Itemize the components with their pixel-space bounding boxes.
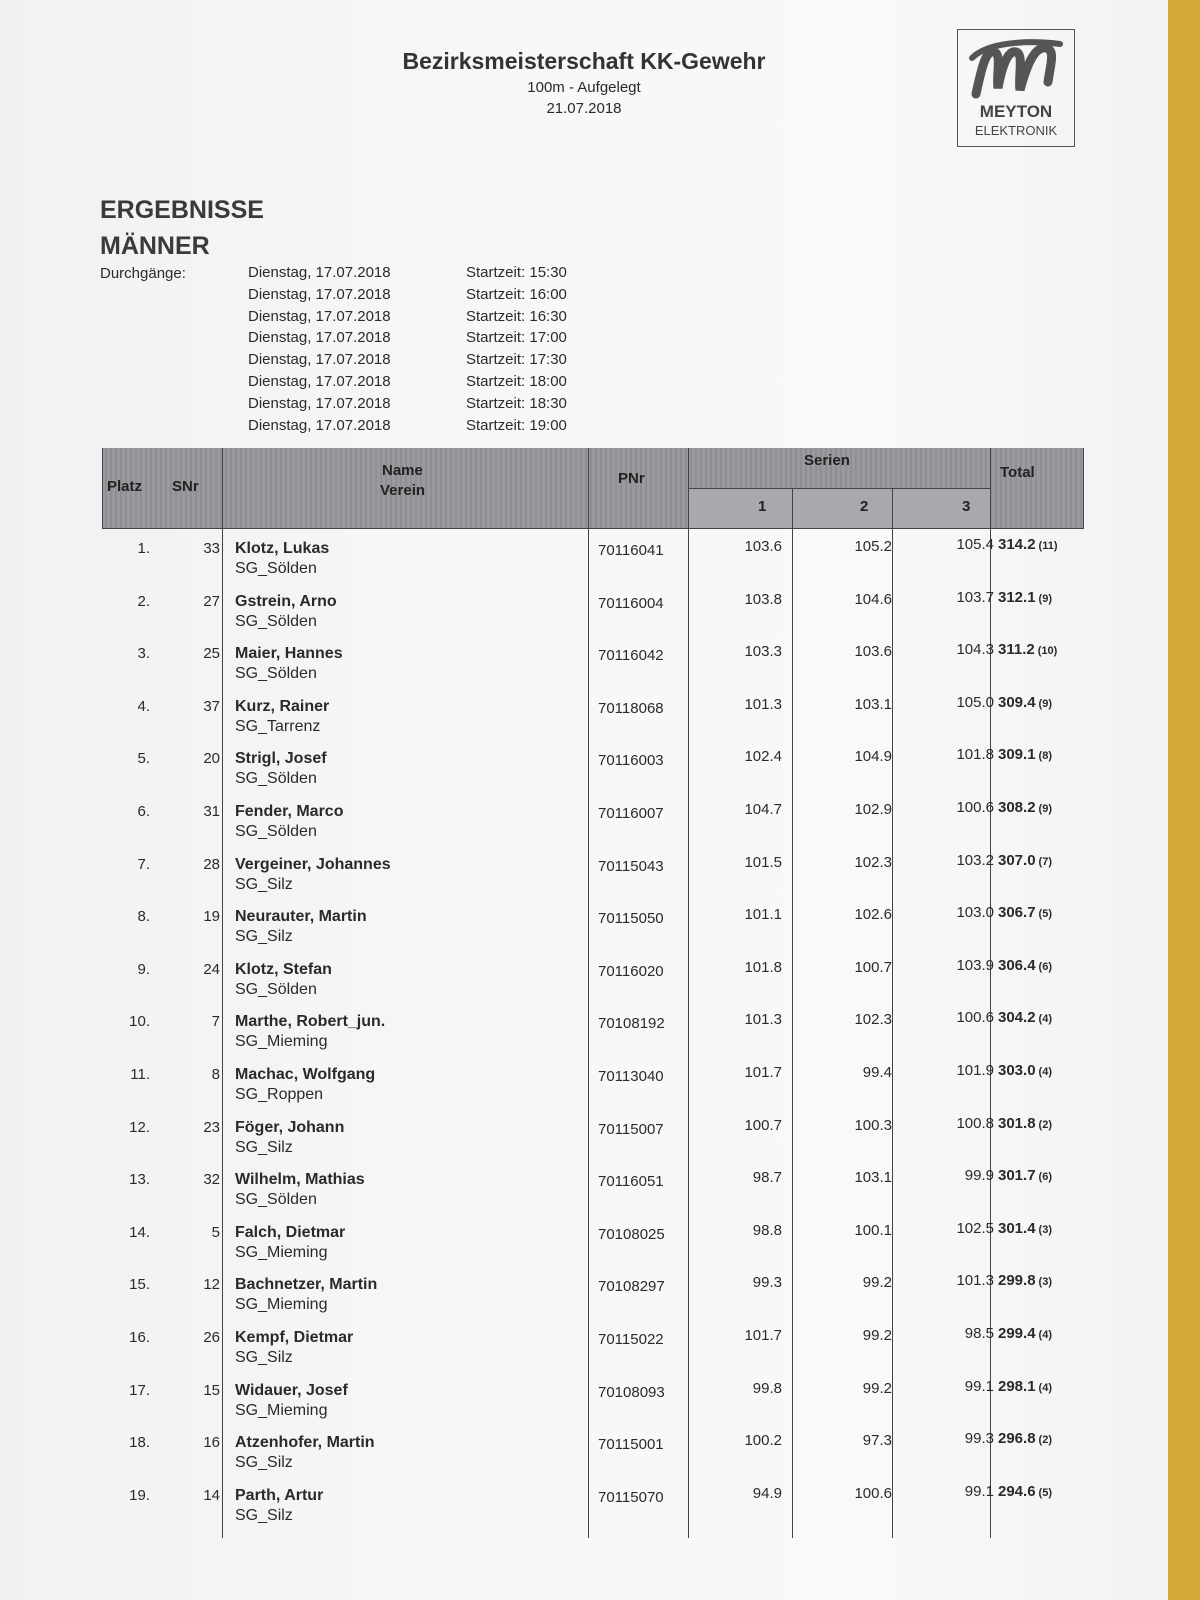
serie-2-score: 99.2	[862, 1327, 892, 1344]
total-score	[998, 536, 1078, 553]
total-score	[998, 589, 1078, 606]
serie-3-score: 99.3	[964, 1430, 994, 1448]
serie-2-score: 102.6	[854, 906, 892, 924]
table-header	[102, 448, 1084, 528]
serie-2-score: 103.1	[854, 695, 892, 713]
results-table	[102, 448, 1084, 1538]
serie-2-score: 104.9	[854, 748, 892, 766]
pnr-cell: 70108093	[598, 1383, 665, 1401]
serie-1-score: 103.3	[744, 643, 782, 661]
serie-3-score: 101.8	[956, 746, 994, 764]
table-row	[102, 688, 1084, 740]
pnr-cell: 70115043	[598, 857, 664, 875]
inner-ten-count: (4)	[1038, 1013, 1052, 1026]
platz-cell: 19.	[129, 1486, 150, 1504]
serie-2-score: 100.1	[854, 1221, 892, 1239]
inner-ten-count: (9)	[1038, 697, 1052, 710]
inner-ten-count: (2)	[1038, 1434, 1052, 1447]
platz-cell: 16.	[129, 1329, 150, 1346]
shooter-name: Klotz, Lukas	[235, 540, 330, 557]
total-value: 301.8	[998, 1114, 1036, 1132]
total-value: 314.2	[998, 536, 1036, 553]
col-pnr: PNr	[618, 470, 645, 487]
serien-divider	[688, 488, 990, 489]
inner-ten-count: (8)	[1038, 750, 1052, 763]
platz-cell: 9.	[137, 960, 150, 978]
shooter-name: Bachnetzer, Martin	[235, 1276, 378, 1294]
total-value: 309.1	[998, 746, 1036, 764]
inner-ten-count: (5)	[1038, 908, 1052, 921]
platz-cell: 17.	[129, 1381, 150, 1399]
snr-cell: 16	[203, 1434, 220, 1452]
durchgang-date: Dienstag, 17.07.2018	[248, 264, 391, 281]
serie-1-score: 99.3	[752, 1274, 782, 1292]
snr-cell: 5	[211, 1223, 220, 1241]
serie-1-score: 103.8	[744, 590, 782, 608]
total-value: 296.8	[998, 1430, 1036, 1448]
club-name: SG_Roppen	[235, 1086, 324, 1103]
inner-ten-count: (6)	[1038, 960, 1052, 973]
club-name: SG_Silz	[235, 928, 293, 946]
pnr-cell: 70116004	[598, 594, 664, 612]
club-name: SG_Sölden	[235, 612, 317, 630]
serie-2-score: 102.3	[854, 1011, 892, 1029]
snr-cell: 19	[203, 908, 220, 926]
shooter-name: Wilhelm, Mathias	[235, 1171, 365, 1189]
snr-cell: 15	[203, 1381, 220, 1399]
table-row	[102, 1477, 1084, 1529]
pnr-cell: 70115007	[598, 1120, 664, 1138]
serie-3-score: 103.2	[956, 851, 994, 869]
discipline-subtitle: 100m - Aufgelegt	[527, 79, 641, 96]
col-snr: SNr	[172, 478, 199, 495]
club-name: SG_Sölden	[235, 770, 317, 788]
logo-brand: MEYTON	[979, 102, 1053, 121]
club-name: SG_Mieming	[235, 1033, 328, 1051]
inner-ten-count: (7)	[1038, 855, 1052, 868]
serie-2-score: 103.1	[854, 1169, 892, 1187]
total-value: 301.7	[998, 1167, 1036, 1185]
snr-cell: 12	[203, 1276, 220, 1294]
serie-3-score: 101.3	[956, 1272, 994, 1290]
durchgang-time: Startzeit: 18:30	[466, 394, 567, 412]
pnr-cell: 70116020	[598, 962, 664, 980]
serie-3-score: 100.8	[956, 1114, 994, 1132]
serie-1-score: 101.1	[744, 906, 782, 924]
total-score	[998, 1483, 1078, 1500]
durchgang-time: Startzeit: 16:30	[466, 307, 567, 325]
meyton-logo	[957, 29, 1075, 147]
serie-1-score: 98.7	[752, 1169, 782, 1187]
serie-1-score: 102.4	[744, 748, 782, 766]
snr-cell: 31	[203, 803, 220, 820]
shooter-name: Parth, Artur	[235, 1486, 324, 1504]
platz-cell: 6.	[137, 803, 150, 820]
total-value: 298.1	[998, 1377, 1036, 1395]
club-name: SG_Mieming	[235, 1243, 328, 1261]
total-score	[998, 1009, 1078, 1026]
serie-3-score: 103.0	[956, 904, 994, 922]
platz-cell: 8.	[137, 908, 150, 926]
serie-3-score: 99.9	[964, 1167, 994, 1185]
serie-1-score: 101.5	[744, 853, 782, 871]
club-name: SG_Silz	[235, 1138, 293, 1156]
serie-1-score: 98.8	[752, 1221, 782, 1239]
pnr-cell: 70115070	[598, 1488, 664, 1506]
serie-2-score: 103.6	[854, 643, 892, 661]
inner-ten-count: (6)	[1038, 1171, 1052, 1184]
durchgang-time: Startzeit: 17:30	[466, 351, 567, 369]
total-score	[998, 904, 1078, 921]
serie-2-score: 99.4	[862, 1064, 892, 1081]
pnr-cell: 70113040	[598, 1068, 664, 1085]
club-name: SG_Tarrenz	[235, 717, 321, 735]
total-score	[998, 1167, 1078, 1184]
total-score	[998, 1430, 1078, 1447]
serie-1-score: 103.6	[744, 538, 782, 555]
total-value: 304.2	[998, 1009, 1036, 1027]
total-value: 307.0	[998, 851, 1036, 869]
shooter-name: Vergeiner, Johannes	[235, 855, 391, 873]
serie-2-score: 104.6	[854, 590, 892, 608]
col-serien: Serien	[804, 452, 850, 469]
serie-3-score: 98.5	[964, 1325, 994, 1342]
snr-cell: 20	[203, 750, 220, 768]
col-platz: Platz	[107, 478, 143, 495]
club-name: SG_Silz	[235, 1349, 293, 1366]
pnr-cell: 70116007	[598, 805, 664, 822]
snr-cell: 7	[211, 1013, 220, 1031]
durchgang-date: Dienstag, 17.07.2018	[248, 351, 391, 369]
platz-cell: 14.	[129, 1223, 150, 1241]
pnr-cell: 70118068	[598, 699, 664, 717]
total-value: 299.4	[998, 1325, 1036, 1342]
serie-3-score: 99.1	[964, 1377, 994, 1395]
pnr-cell: 70115050	[598, 910, 664, 928]
inner-ten-count: (11)	[1038, 540, 1058, 552]
table-row	[102, 530, 1084, 582]
meyton-m-icon	[968, 36, 1064, 102]
total-value: 306.7	[998, 904, 1036, 922]
platz-cell: 18.	[129, 1434, 150, 1452]
durchgang-date: Dienstag, 17.07.2018	[248, 416, 391, 434]
total-value: 309.4	[998, 693, 1036, 711]
serie-3-score: 103.7	[956, 588, 994, 606]
total-score	[998, 1115, 1078, 1132]
col-total: Total	[1000, 464, 1035, 481]
total-score	[998, 694, 1078, 711]
total-score	[998, 852, 1078, 869]
serie-2-score: 99.2	[862, 1379, 892, 1397]
col-name: Name	[382, 462, 423, 479]
table-row	[102, 1214, 1084, 1266]
shooter-name: Kempf, Dietmar	[235, 1329, 354, 1346]
shooter-name: Strigl, Josef	[235, 750, 327, 768]
club-name: SG_Sölden	[235, 980, 317, 998]
total-value: 303.0	[998, 1062, 1036, 1079]
total-value: 301.4	[998, 1219, 1036, 1237]
serien-subheader	[688, 488, 990, 528]
inner-ten-count: (4)	[1038, 1329, 1052, 1341]
club-name: SG_Mieming	[235, 1296, 328, 1314]
inner-ten-count: (9)	[1038, 592, 1052, 605]
platz-cell: 7.	[137, 855, 150, 873]
club-name: SG_Silz	[235, 1454, 293, 1472]
serie-3-score: 103.9	[956, 956, 994, 974]
inner-ten-count: (4)	[1038, 1066, 1052, 1078]
platz-cell: 2.	[137, 592, 150, 610]
snr-cell: 26	[203, 1329, 220, 1346]
serie-1-score: 100.7	[744, 1116, 782, 1134]
pnr-cell: 70116003	[598, 752, 664, 770]
snr-cell: 25	[203, 645, 220, 663]
category-title: MÄNNER	[100, 232, 210, 260]
pnr-cell: 70115022	[598, 1331, 664, 1348]
snr-cell: 14	[203, 1486, 220, 1504]
table-row	[102, 1266, 1084, 1318]
club-name: SG_Silz	[235, 875, 293, 893]
platz-cell: 4.	[137, 697, 150, 715]
platz-cell: 12.	[129, 1118, 150, 1136]
inner-ten-count: (5)	[1038, 1486, 1052, 1499]
table-row	[102, 1109, 1084, 1161]
table-row	[102, 1056, 1084, 1108]
col-serie-1: 1	[758, 498, 767, 515]
col-serie-3: 3	[962, 498, 971, 515]
section-title: ERGEBNISSE	[100, 196, 264, 224]
table-row	[102, 1003, 1084, 1055]
platz-cell: 3.	[137, 645, 150, 663]
serie-1-score: 99.8	[752, 1379, 782, 1397]
rule-right	[1083, 448, 1084, 528]
table-row	[102, 1319, 1084, 1371]
snr-cell: 27	[203, 592, 220, 610]
platz-cell: 10.	[129, 1013, 150, 1031]
total-value: 294.6	[998, 1482, 1036, 1500]
shooter-name: Fender, Marco	[235, 803, 344, 820]
table-row	[102, 846, 1084, 898]
total-score	[998, 799, 1078, 816]
serie-2-score: 100.3	[854, 1116, 892, 1134]
inner-ten-count: (2)	[1038, 1118, 1052, 1131]
logo-subtitle: ELEKTRONIK	[974, 123, 1058, 138]
rule-left	[102, 448, 103, 528]
serie-2-score: 100.6	[854, 1484, 892, 1502]
shooter-name: Atzenhofer, Martin	[235, 1434, 375, 1452]
serie-3-score: 104.3	[956, 641, 994, 659]
club-name: SG_Silz	[235, 1506, 293, 1524]
total-value: 312.1	[998, 588, 1036, 606]
table-row	[102, 793, 1084, 845]
serie-1-score: 101.7	[744, 1064, 782, 1081]
shooter-name: Widauer, Josef	[235, 1381, 348, 1399]
shooter-name: Gstrein, Arno	[235, 592, 337, 610]
durchgang-date: Dienstag, 17.07.2018	[248, 329, 391, 347]
serie-2-score: 97.3	[862, 1432, 892, 1450]
table-row	[102, 583, 1084, 635]
durchgang-time: Startzeit: 19:00	[466, 416, 567, 434]
serie-3-score: 100.6	[956, 799, 994, 816]
inner-ten-count: (3)	[1038, 1276, 1052, 1289]
total-value: 306.4	[998, 956, 1036, 974]
table-row	[102, 1372, 1084, 1424]
total-score	[998, 746, 1078, 763]
table-row	[102, 635, 1084, 687]
total-score	[998, 1220, 1078, 1237]
club-name: SG_Sölden	[235, 560, 317, 577]
club-name: SG_Sölden	[235, 823, 317, 840]
durchgang-time: Startzeit: 16:00	[466, 285, 567, 303]
snr-cell: 8	[211, 1066, 220, 1083]
platz-cell: 15.	[129, 1276, 150, 1294]
total-score	[998, 1272, 1078, 1289]
shooter-name: Falch, Dietmar	[235, 1223, 346, 1241]
club-name: SG_Sölden	[235, 1191, 317, 1209]
pnr-cell: 70115001	[598, 1436, 664, 1454]
serie-2-score: 99.2	[862, 1274, 892, 1292]
shooter-name: Machac, Wolfgang	[235, 1066, 376, 1083]
serie-2-score: 100.7	[854, 958, 892, 976]
durchgang-time: Startzeit: 17:00	[466, 329, 567, 347]
page-title: Bezirksmeisterschaft KK-Gewehr	[402, 48, 766, 74]
shooter-name: Föger, Johann	[235, 1118, 345, 1136]
total-value: 299.8	[998, 1272, 1036, 1290]
serie-2-score: 102.3	[854, 853, 892, 871]
durchgang-date: Dienstag, 17.07.2018	[248, 373, 391, 390]
platz-cell: 1.	[137, 540, 150, 557]
table-row	[102, 898, 1084, 950]
table-row	[102, 740, 1084, 792]
inner-ten-count: (10)	[1037, 645, 1058, 658]
serie-1-score: 101.7	[744, 1327, 782, 1344]
durchgang-date: Dienstag, 17.07.2018	[248, 394, 391, 412]
total-score	[998, 1325, 1078, 1342]
serie-1-score: 100.2	[744, 1432, 782, 1450]
snr-cell: 28	[203, 855, 220, 873]
col-verein: Verein	[380, 482, 426, 499]
snr-cell: 32	[203, 1171, 220, 1189]
platz-cell: 5.	[137, 750, 150, 768]
durchgang-date: Dienstag, 17.07.2018	[248, 285, 391, 303]
inner-ten-count: (9)	[1038, 803, 1052, 815]
pnr-cell: 70116041	[598, 542, 664, 559]
durchgaenge-label: Durchgänge:	[100, 265, 186, 282]
event-date: 21.07.2018	[546, 100, 622, 117]
serie-3-score: 99.1	[964, 1482, 994, 1500]
shooter-name: Marthe, Robert_jun.	[235, 1013, 386, 1031]
inner-ten-count: (4)	[1038, 1381, 1052, 1394]
total-score	[998, 641, 1078, 658]
serie-1-score: 101.8	[744, 958, 782, 976]
serie-3-score: 105.0	[956, 693, 994, 711]
inner-ten-count: (3)	[1038, 1223, 1052, 1236]
snr-cell: 33	[203, 540, 220, 557]
club-name: SG_Sölden	[235, 665, 317, 683]
header-bottom-rule	[102, 528, 1084, 529]
durchgang-time: Startzeit: 15:30	[466, 264, 567, 281]
serie-3-score: 100.6	[956, 1009, 994, 1027]
durchgang-date: Dienstag, 17.07.2018	[248, 307, 391, 325]
shooter-name: Neurauter, Martin	[235, 908, 367, 926]
serie-1-score: 94.9	[752, 1484, 782, 1502]
total-score	[998, 1062, 1078, 1079]
snr-cell: 37	[203, 697, 220, 715]
serie-1-score: 101.3	[744, 1011, 782, 1029]
total-value: 311.2	[998, 641, 1035, 659]
serie-2-score: 102.9	[854, 801, 892, 818]
serie-1-score: 101.3	[744, 695, 782, 713]
serie-1-score: 104.7	[744, 801, 782, 818]
total-value: 308.2	[998, 799, 1036, 816]
shooter-name: Klotz, Stefan	[235, 960, 332, 978]
serie-3-score: 105.4	[956, 536, 994, 553]
shooter-name: Maier, Hannes	[235, 645, 343, 663]
pnr-cell: 70108025	[598, 1225, 665, 1243]
pnr-cell: 70116051	[598, 1173, 664, 1191]
club-name: SG_Mieming	[235, 1401, 328, 1419]
pnr-cell: 70108192	[598, 1015, 665, 1033]
snr-cell: 24	[203, 960, 220, 978]
table-row	[102, 1161, 1084, 1213]
pnr-cell: 70108297	[598, 1278, 665, 1296]
table-row	[102, 1424, 1084, 1476]
col-serie-2: 2	[860, 498, 869, 515]
serie-2-score: 105.2	[854, 538, 892, 555]
total-score	[998, 1378, 1078, 1395]
serie-3-score: 102.5	[956, 1219, 994, 1237]
platz-cell: 11.	[130, 1066, 150, 1083]
table-row	[102, 951, 1084, 1003]
total-score	[998, 957, 1078, 974]
serie-3-score: 101.9	[956, 1062, 994, 1079]
shooter-name: Kurz, Rainer	[235, 697, 330, 715]
platz-cell: 13.	[129, 1171, 150, 1189]
snr-cell: 23	[203, 1118, 220, 1136]
durchgang-time: Startzeit: 18:00	[466, 373, 567, 390]
pnr-cell: 70116042	[598, 647, 664, 665]
